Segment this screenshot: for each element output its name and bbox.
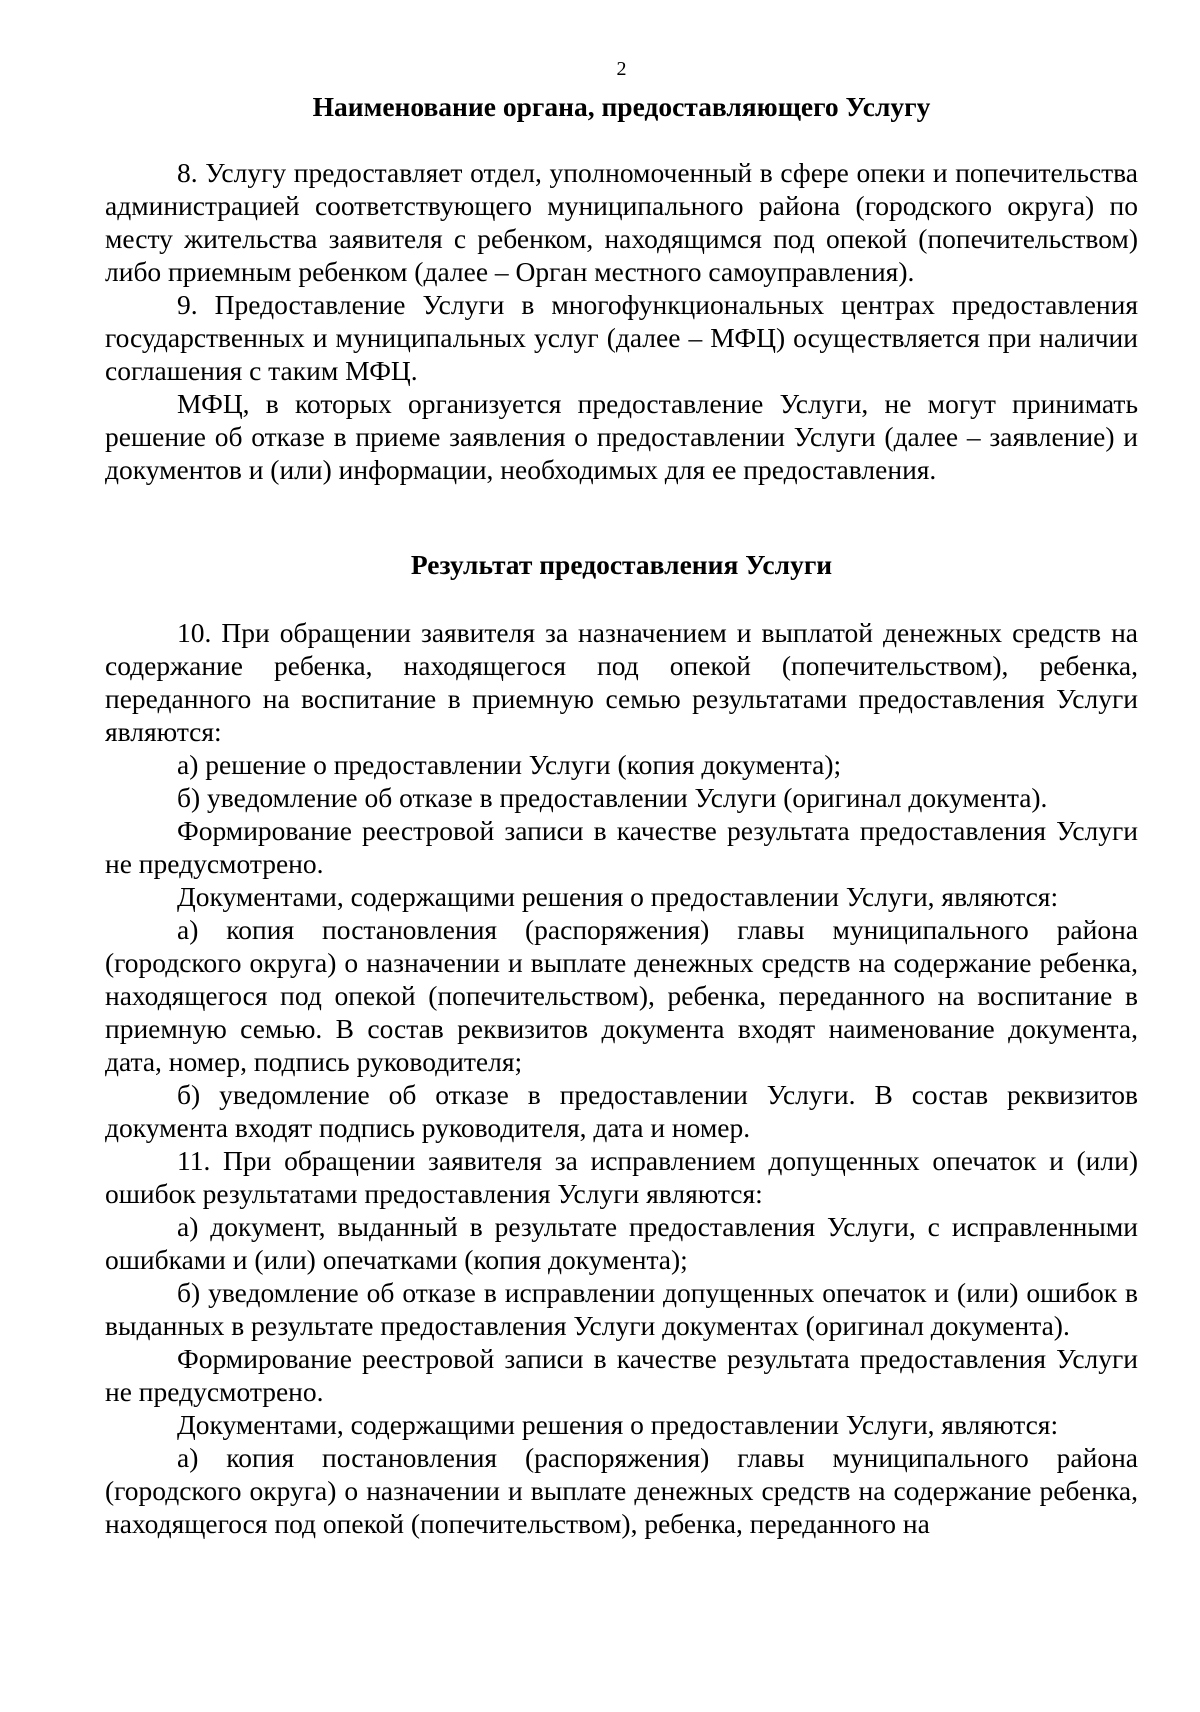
list-item-10a: а) решение о предоставлении Услуги (копия документа); bbox=[177, 749, 842, 780]
paragraph-mfc: МФЦ, в которых организуется предоставление Услуги, не могут принимать решение об отказе в приеме заявления о предоставлении Услуги (далее – заявление) и документов и (или) информации, необходимых для ее предоставления. bbox=[105, 388, 1138, 485]
paragraph-8: 8. Услугу предоставляет отдел, уполномоченный в сфере опеки и попечительства администрацией соответствующего муниципального района (городского округа) по месту жительства заявителя с ребенком, находящимся под опекой (попечительством) либо приемным ребенком (далее – Орган местного самоуправления). bbox=[105, 157, 1138, 287]
list-item-10b: б) уведомление об отказе в предоставлении Услуги (оригинал документа). bbox=[177, 782, 1048, 813]
section-heading-authority: Наименование органа, предоставляющего Услугу bbox=[312, 91, 931, 122]
paragraph-registry-note-1: Формирование реестровой записи в качестве результата предоставления Услуги не предусмотрено. bbox=[105, 815, 1138, 879]
page-number: 2 bbox=[616, 58, 627, 80]
paragraph-10: 10. При обращении заявителя за назначением и выплатой денежных средств на содержание ребенка, находящегося под опекой (попечительством), ребенка, переданного на воспитание в приемную семью результатами предоставления Услуги являются: bbox=[105, 617, 1138, 747]
paragraph-documents-intro-1: Документами, содержащими решения о предоставлении Услуги, являются: bbox=[177, 881, 1059, 912]
section-heading-result: Результат предоставления Услуги bbox=[410, 549, 833, 580]
list-item-11a: а) документ, выданный в результате предоставления Услуги, с исправленными ошибками и (или) опечатками (копия документа); bbox=[105, 1211, 1138, 1275]
list-item-docs-1a: а) копия постановления (распоряжения) главы муниципального района (городского округа) о назначении и выплате денежных средств на содержание ребенка, находящегося под опекой (попечительством), ребенка, переданного на воспитание в приемную семью. В состав реквизитов документа входят наименование документа, дата, номер, подпись руководителя; bbox=[105, 914, 1138, 1077]
paragraph-registry-note-2: Формирование реестровой записи в качестве результата предоставления Услуги не предусмотрено. bbox=[105, 1343, 1138, 1407]
section-body-result bbox=[105, 616, 1138, 1540]
paragraph-documents-intro-2: Документами, содержащими решения о предоставлении Услуги, являются: bbox=[177, 1409, 1059, 1440]
list-item-docs-2a: а) копия постановления (распоряжения) главы муниципального района (городского округа) о назначении и выплате денежных средств на содержание ребенка, находящегося под опекой (попечительством), ребенка, переданного на bbox=[105, 1442, 1138, 1539]
section-body-authority bbox=[105, 156, 1138, 486]
list-item-docs-1b: б) уведомление об отказе в предоставлении Услуги. В состав реквизитов документа входят подпись руководителя, дата и номер. bbox=[105, 1079, 1138, 1143]
paragraph-9: 9. Предоставление Услуги в многофункциональных центрах предоставления государственных и муниципальных услуг (далее – МФЦ) осуществляется при наличии соглашения с таким МФЦ. bbox=[105, 289, 1138, 386]
list-item-11b: б) уведомление об отказе в исправлении допущенных опечаток и (или) ошибок в выданных в результате предоставления Услуги документах (оригинал документа). bbox=[105, 1277, 1138, 1341]
paragraph-11: 11. При обращении заявителя за исправлением допущенных опечаток и (или) ошибок результатами предоставления Услуги являются: bbox=[105, 1145, 1138, 1209]
